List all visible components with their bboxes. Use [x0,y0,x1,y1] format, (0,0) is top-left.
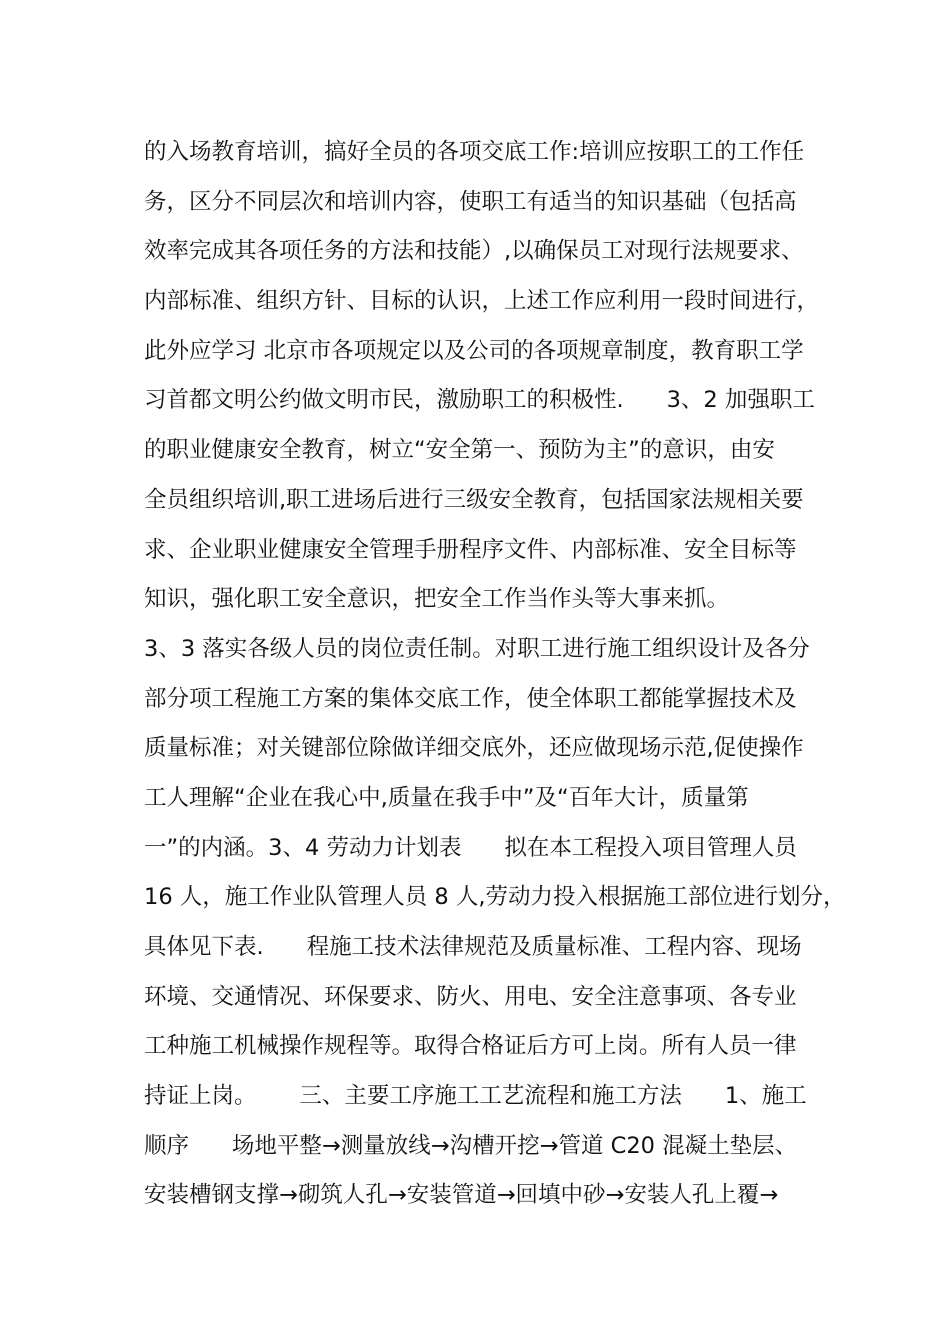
text-line: 工人理解“企业在我心中,质量在我手中”及“百年大计，质量第 [144,784,749,811]
text-line: 求、企业职业健康安全管理手册程序文件、内部标准、安全目标等 [144,536,797,563]
text-line: 习首都文明公约做文明市民，激励职工的积极性. 3、2 加强职工 [144,387,815,414]
text-line: 内部标准、组织方针、目标的认识，上述工作应利用一段时间进行， [144,288,820,315]
text-line: 的职业健康安全教育，树立“安全第一、预防为主”的意识，由安 [144,437,775,464]
text-line: 环境、交通情况、环保要求、防火、用电、安全注意事项、各专业 [144,983,797,1010]
text-line: 此外应学习 北京市各项规定以及公司的各项规章制度，教育职工学 [144,337,804,364]
text-line: 效率完成其各项任务的方法和技能）,以确保员工对现行法规要求、 [144,238,804,265]
text-line: 全员组织培训,职工进场后进行三级安全教育，包括国家法规相关要 [144,486,804,513]
text-line: 知识，强化职工安全意识，把安全工作当作头等大事来抓。 [144,586,730,613]
text-line: 持证上岗。 三、主要工序施工工艺流程和施工方法 1、施工 [144,1083,807,1110]
text-line: 务，区分不同层次和培训内容，使职工有适当的知识基础（包括高 [144,188,797,215]
text-line: 具体见下表. 程施工技术法律规范及质量标准、工程内容、现场 [144,934,802,960]
text-line: 16 人，施工作业队管理人员 8 人,劳动力投入根据施工部位进行划分， [144,884,846,911]
text-line: 工种施工机械操作规程等。取得合格证后方可上岗。所有人员一律 [144,1033,797,1060]
text-line: 一”的内涵。3、4 劳动力计划表 拟在本工程投入项目管理人员 [144,834,797,861]
text-line: 部分项工程施工方案的集体交底工作，使全体职工都能掌握技术及 [144,685,797,712]
text-line: 顺序 场地平整→测量放线→沟槽开挖→管道 C20 混凝土垫层、 [144,1132,798,1159]
text-line: 安装槽钢支撑→砌筑人孔→安装管道→回填中砂→安装人孔上覆→ [144,1182,779,1209]
text-line: 3、3 落实各级人员的岗位责任制。对职工进行施工组织设计及各分 [144,635,810,662]
body-text [144,128,846,1221]
text-line: 的入场教育培训，搞好全员的各项交底工作:培训应按职工的工作任 [144,139,805,165]
text-line: 质量标准；对关键部位除做详细交底外，还应做现场示范,促使操作 [144,735,804,762]
